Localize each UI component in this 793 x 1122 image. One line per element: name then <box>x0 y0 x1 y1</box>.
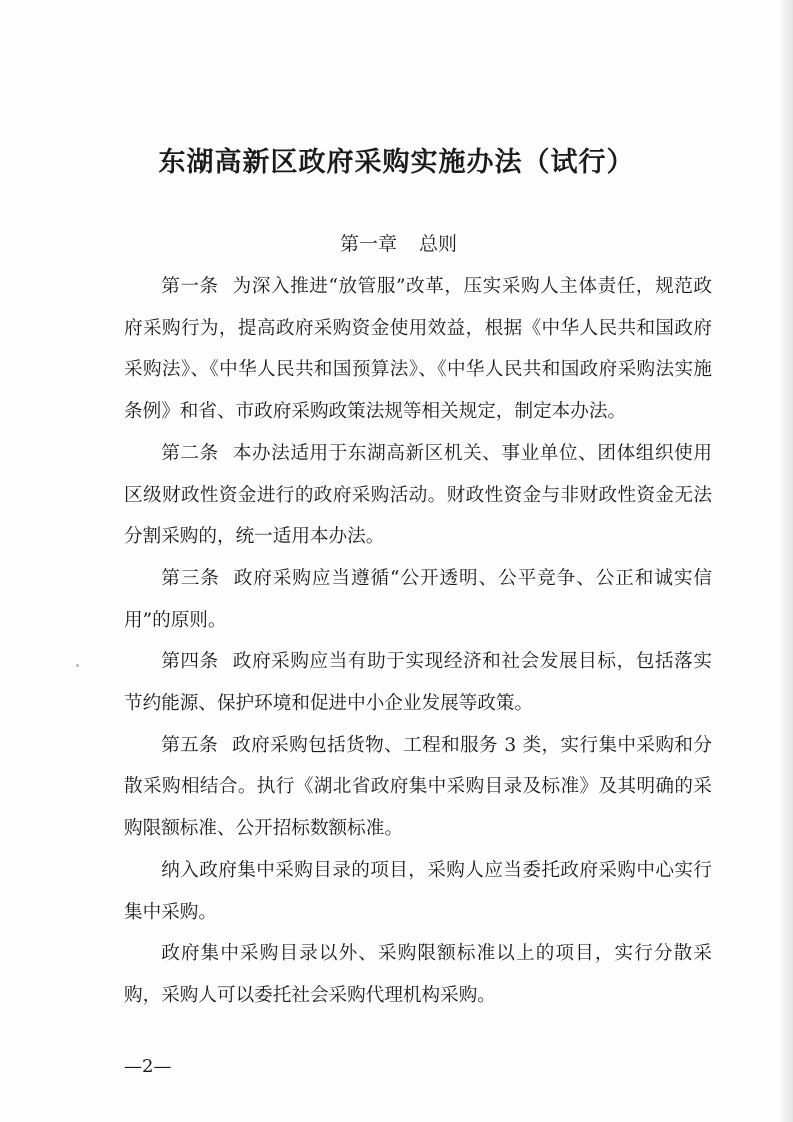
article-label: 第二条 <box>161 442 219 464</box>
paragraph-article-4 <box>124 641 712 724</box>
article-text: 政府采购应当有助于实现经济和社会发展目标，包括落实节约能源、保护环境和促进中小企业发展等政策。 <box>124 651 712 715</box>
paragraph-article-3 <box>124 558 712 641</box>
chapter-name: 总则 <box>419 233 458 255</box>
page-number: —2— <box>124 1056 172 1077</box>
article-label: 第四条 <box>161 651 219 673</box>
paragraph-article-1 <box>124 266 712 433</box>
paragraph-article-5-cont-1 <box>124 850 712 933</box>
article-text: 本办法适用于东湖高新区机关、事业单位、团体组织使用区级财政性资金进行的政府采购活动。财政性资金与非财政性资金无法分割采购的，统一适用本办法。 <box>124 442 712 548</box>
chapter-number: 第一章 <box>339 233 397 255</box>
article-text: 政府采购包括货物、工程和服务 3 类，实行集中采购和分散采购相结合。执行《湖北省政府集中采购目录及标准》及其明确的采购限额标准、公开招标数额标准。 <box>124 734 712 840</box>
article-text: 政府采购应当遵循“公开透明、公平竞争、公正和诚实信用”的原则。 <box>124 567 712 631</box>
article-label: 第五条 <box>161 734 219 756</box>
article-text: 为深入推进“放管服”改革，压实采购人主体责任，规范政府采购行为，提高政府采购资金使用效益，根据《中华人民共和国政府采购法》、《中华人民共和国预算法》、《中华人民共和国政府采购法实施条例》和省、市政府采购政策法规等相关规定，制定本办法。 <box>124 276 712 423</box>
chapter-heading <box>0 224 793 264</box>
document-title: 东湖高新区政府采购实施办法（试行） <box>158 147 635 178</box>
paragraph-text: 纳入政府集中采购目录的项目，采购人应当委托政府采购中心实行集中采购。 <box>124 859 712 923</box>
paragraph-text: 政府集中采购目录以外、采购限额标准以上的项目，实行分散采购，采购人可以委托社会采购代理机构采购。 <box>124 943 712 1006</box>
paragraph-article-5-cont-2 <box>124 933 712 1016</box>
paragraph-article-2 <box>124 433 712 558</box>
paragraph-article-5 <box>124 725 712 850</box>
article-label: 第一条 <box>161 276 219 297</box>
scan-speck <box>76 664 79 667</box>
article-label: 第三条 <box>161 567 220 589</box>
document-body <box>124 266 712 1017</box>
